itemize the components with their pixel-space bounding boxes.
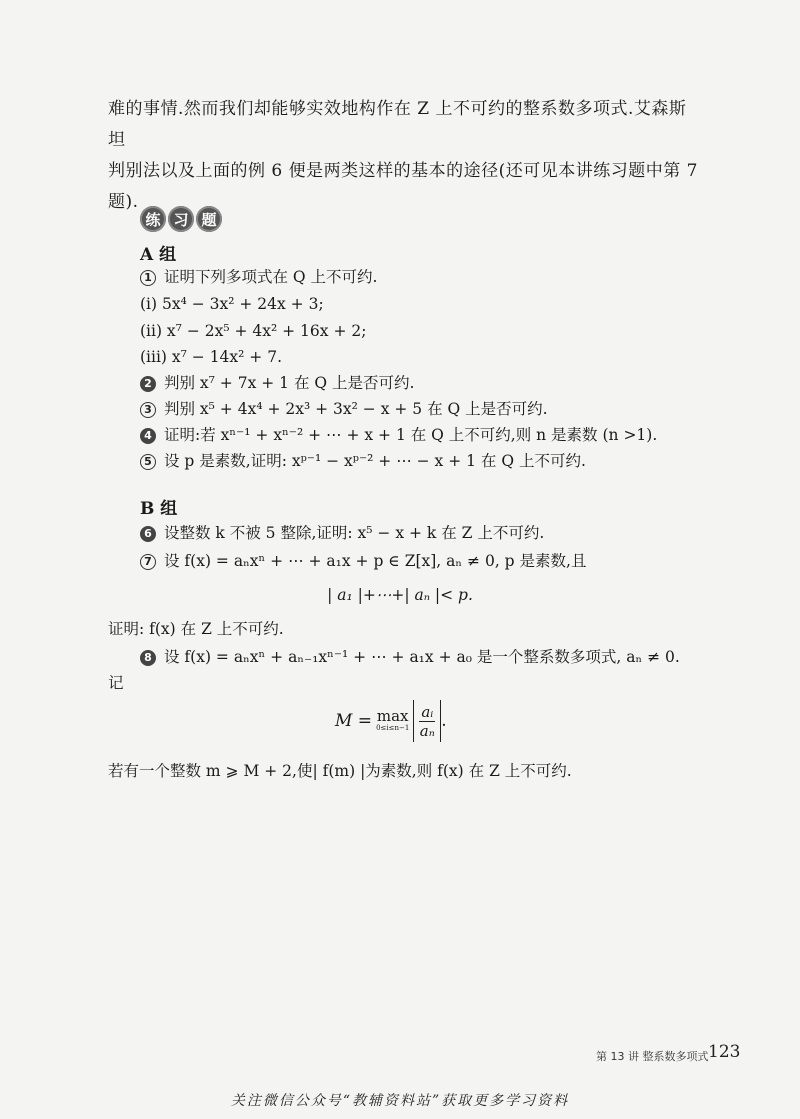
section-title-char: 题 [196,206,222,232]
page-number: 123 [708,1042,741,1062]
exercise-item [140,522,544,544]
group-b-title: B 组 [140,499,178,519]
formula-period: . [441,711,447,731]
item-text: 设 f(x) = aₙxⁿ + aₙ₋₁xⁿ⁻¹ + ⋯ + a₁x + a₀ 是一个整系数多项式, aₙ ≠ 0. [164,648,680,666]
item-continuation: 记 [108,674,124,692]
exercise-subitem: (i) 5x⁴ − 3x² + 24x + 3; [140,295,324,313]
item-text: 证明下列多项式在 Q 上不可约. [164,268,378,286]
item-number-badge: 1 [140,270,156,286]
intro-line: 题). [108,192,139,212]
item-number-badge: 4 [140,428,156,444]
item-text: 判别 x⁵ + 4x⁴ + 2x³ + 3x² − x + 5 在 Q 上是否可约. [164,400,548,418]
exercise-item [140,372,414,394]
exercise-item [140,424,657,446]
group-a-title: A 组 [140,245,177,265]
section-title-char: 习 [168,206,194,232]
item-continuation: 若有一个整数 m ⩾ M + 2,使| f(m) |为素数,则 f(x) 在 Z 上不可约. [108,762,572,780]
fraction-numerator: aᵢ [421,702,434,721]
item-number-badge: 6 [140,526,156,542]
item-text: 设整数 k 不被 5 整除,证明: x⁵ − x + k 在 Z 上不可约. [164,524,545,542]
exercise-item [140,450,586,472]
section-title-char: 练 [140,206,166,232]
max-subscript: 0≤i≤n−1 [376,724,410,732]
exercise-section-title [140,206,222,232]
item-number-badge: 8 [140,650,156,666]
intro-paragraph [108,94,698,218]
max-label: max [376,707,409,725]
item-continuation: 证明: f(x) 在 Z 上不可约. [108,620,284,638]
chapter-footer: 第 13 讲 整系数多项式 [596,1050,709,1063]
absolute-value [413,700,441,742]
exercise-subitem: (ii) x⁷ − 2x⁵ + 4x² + 16x + 2; [140,322,367,340]
exercise-item [140,266,378,288]
item-number-badge: 7 [140,554,156,570]
exercise-item [140,646,680,668]
exercise-subitem: (iii) x⁷ − 14x² + 7. [140,348,282,366]
fraction [419,703,435,740]
item-number-badge: 5 [140,454,156,470]
max-operator [376,709,409,733]
item-number-badge: 3 [140,402,156,418]
fraction-denominator: aₙ [419,721,435,740]
exercise-item [140,398,548,420]
footer-note: 关注微信公众号“教辅资料站”获取更多学习资料 [230,1093,570,1109]
display-formula [335,700,447,742]
intro-line: 判别法以及上面的例 6 便是两类这样的基本的途径(还可见本讲练习题中第 7 [108,161,698,181]
item-text: 判别 x⁷ + 7x + 1 在 Q 上是否可约. [164,374,415,392]
item-text: 设 p 是素数,证明: xᵖ⁻¹ − xᵖ⁻² + ⋯ − x + 1 在 Q 上不可约. [164,452,586,470]
item-text: 证明:若 xⁿ⁻¹ + xⁿ⁻² + ⋯ + x + 1 在 Q 上不可约,则 n 是素数 (n >1). [164,426,658,444]
exercise-item [140,550,586,572]
item-number-badge: 2 [140,376,156,392]
item-text: 设 f(x) = aₙxⁿ + ⋯ + a₁x + p ∈ Z[x], aₙ ≠ 0, p 是素数,且 [164,552,587,570]
intro-line: 难的事情.然而我们却能够实效地构作在 Z 上不可约的整系数多项式.艾森斯坦 [108,99,687,150]
formula-lhs: M = [335,711,373,731]
display-formula: | a₁ |+⋯+| aₙ |< p. [327,586,473,604]
